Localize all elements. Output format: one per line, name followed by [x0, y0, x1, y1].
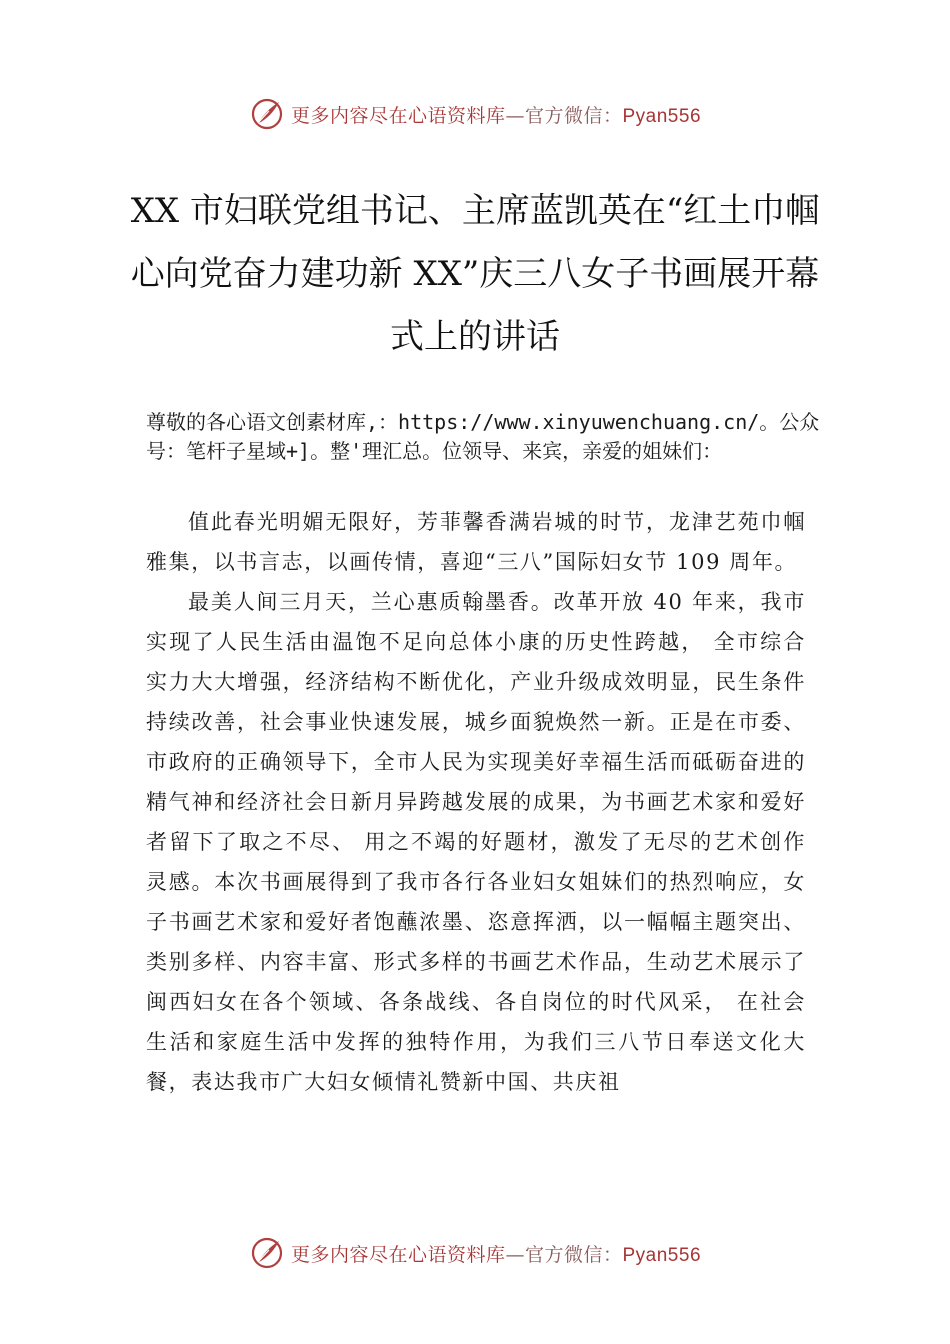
banner-text	[291, 1240, 701, 1267]
paragraph: 最美人间三月天，兰心惠质翰墨香。改革开放 40 年来，我市实现了人民生活由温饱不足向总体小康的历史性跨越， 全市综合实力大大增强，经济结构不断优化，产业升级成效明显，民生条件持续改善，社会事业快速发展，城乡面貌焕然一新。正是在市委、市政府的正确领导下，全市人民为实现美好幸福生活而砥砺奋进的精气神和经济社会日新月异跨越发展的成果，为书画艺术家和爱好者留下了取之不尽、 用之不竭的好题材，激发了无尽的艺术创作灵感。本次书画展得到了我市各行各业妇女姐妹们的热烈响应，女子书画艺术家和爱好者饱蘸浓墨、恣意挥洒，以一幅幅主题突出、类别多样、内容丰富、形式多样的书画艺术作品，生动艺术展示了闽西妇女在各个领域、各条战线、各自岗位的时代风采， 在社会生活和家庭生活中发挥的独特作用，为我们三八节日奉送文化大餐，表达我市广大妇女倾情礼赞新中国、共庆祖	[146, 590, 806, 1094]
salutation: 尊敬的各心语文创素材库,：https://www.xinyuwenchuang.cn/。公众号：笔杆子星域+]。整'理汇总。位领导、来宾，亲爱的姐妹们：	[146, 410, 820, 463]
feather-pen-logo-icon	[249, 1235, 285, 1271]
banner-sub-text: 官方微信：	[524, 1243, 623, 1266]
banner-wechat-id: Pyan556	[622, 1244, 702, 1266]
footer-banner	[0, 1229, 950, 1277]
banner-dash: —	[505, 104, 525, 127]
banner-sub-text: 官方微信：	[524, 104, 623, 127]
header-banner	[0, 90, 950, 138]
banner-dash: —	[505, 1243, 525, 1266]
feather-pen-logo-icon	[249, 96, 285, 132]
paragraph: 值此春光明媚无限好，芳菲馨香满岩城的时节，龙津艺苑巾帼雅集，以书言志，以画传情，喜迎“三八”国际妇女节 109 周年。	[146, 510, 806, 574]
document-title: XX 市妇联党组书记、主席蓝凯英在“红土巾帼心向党奋力建功新 XX”庆三八女子书画展开幕式上的讲话	[130, 191, 820, 357]
banner-main-text: 更多内容尽在心语资料库	[290, 1243, 506, 1266]
banner-main-text: 更多内容尽在心语资料库	[290, 104, 506, 127]
banner-text	[291, 101, 701, 128]
banner-wechat-id: Pyan556	[622, 105, 702, 127]
document-body	[146, 502, 806, 1102]
